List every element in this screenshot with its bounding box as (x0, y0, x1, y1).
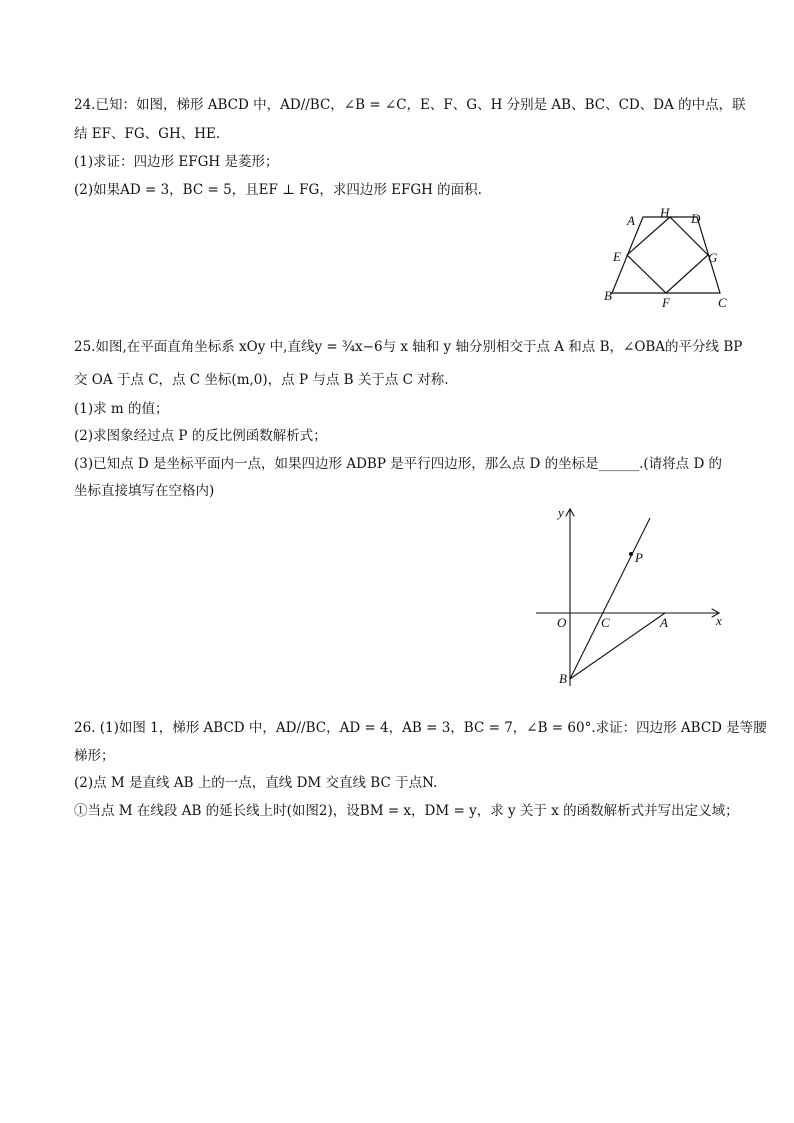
label-h: H (660, 205, 670, 220)
label-b: B (604, 288, 612, 303)
problem-25-line-2: 交 OA 于点 C，点 C 坐标(m,0)，点 P 与点 B 关于点 C 对称. (74, 372, 449, 388)
segment-ba (570, 613, 665, 679)
label-c: C (718, 295, 727, 310)
problem-24-line-1: 24.已知：如图，梯形 ABCD 中，AD//BC，∠B = ∠C，E、F、G、H 分别是 AB、BC、CD、DA 的中点，联 (74, 97, 746, 113)
problem-25-line-6: 坐标直接填写在空格内) (74, 483, 215, 499)
label-a: A (627, 213, 635, 228)
problem-25-line-5: (3)已知点 D 是坐标平面内一点，如果四边形 ADBP 是平行四边形，那么点 D 的坐标是______.(请将点 D 的 (74, 456, 723, 472)
line-bp (570, 518, 650, 679)
problem-24-line-4: (2)如果AD = 3，BC = 5，且EF ⊥ FG，求四边形 EFGH 的面积. (74, 182, 482, 198)
point-p (629, 552, 633, 556)
problem-25-line-3: (1)求 m 的值； (74, 401, 169, 417)
label-p: P (635, 550, 643, 565)
label-x: x (716, 613, 722, 628)
label-y: y (558, 505, 564, 520)
label-a: A (660, 615, 668, 630)
problem-26-line-4: ①当点 M 在线段 AB 的延长线上时(如图2)，设BM = x，DM = y，求 y 关于 x 的函数解析式并写出定义域； (74, 803, 739, 819)
trapezoid-abcd (612, 217, 720, 293)
label-o: O (557, 615, 567, 630)
trapezoid-figure (596, 205, 736, 315)
label-g: G (708, 250, 718, 265)
coordinate-figure (530, 500, 740, 700)
problem-25-line-4: (2)求图象经过点 P 的反比例函数解析式； (74, 428, 327, 444)
label-f: F (662, 295, 670, 310)
label-d: D (691, 211, 701, 226)
problem-25-line-1: 25.如图,在平面直角坐标系 xOy 中,直线y = ¾x−6与 x 轴和 y 轴分别相交于点 A 和点 B，∠OBA的平分线 BP (74, 339, 743, 355)
problem-26-line-1: 26. (1)如图 1，梯形 ABCD 中，AD//BC，AD = 4，AB = 3，BC = 7，∠B = 60°.求证：四边形 ABCD 是等腰 (74, 720, 767, 736)
rhombus-efgh (627, 217, 708, 293)
problem-24-line-3: (1)求证：四边形 EFGH 是菱形； (74, 154, 279, 170)
problem-24-line-2: 结 EF、FG、GH、HE. (74, 126, 221, 142)
problem-26-line-2: 梯形； (74, 748, 115, 764)
label-e: E (613, 249, 621, 264)
label-b: B (559, 671, 567, 686)
problem-26-line-3: (2)点 M 是直线 AB 上的一点，直线 DM 交直线 BC 于点N. (74, 775, 438, 791)
label-c: C (601, 615, 610, 630)
